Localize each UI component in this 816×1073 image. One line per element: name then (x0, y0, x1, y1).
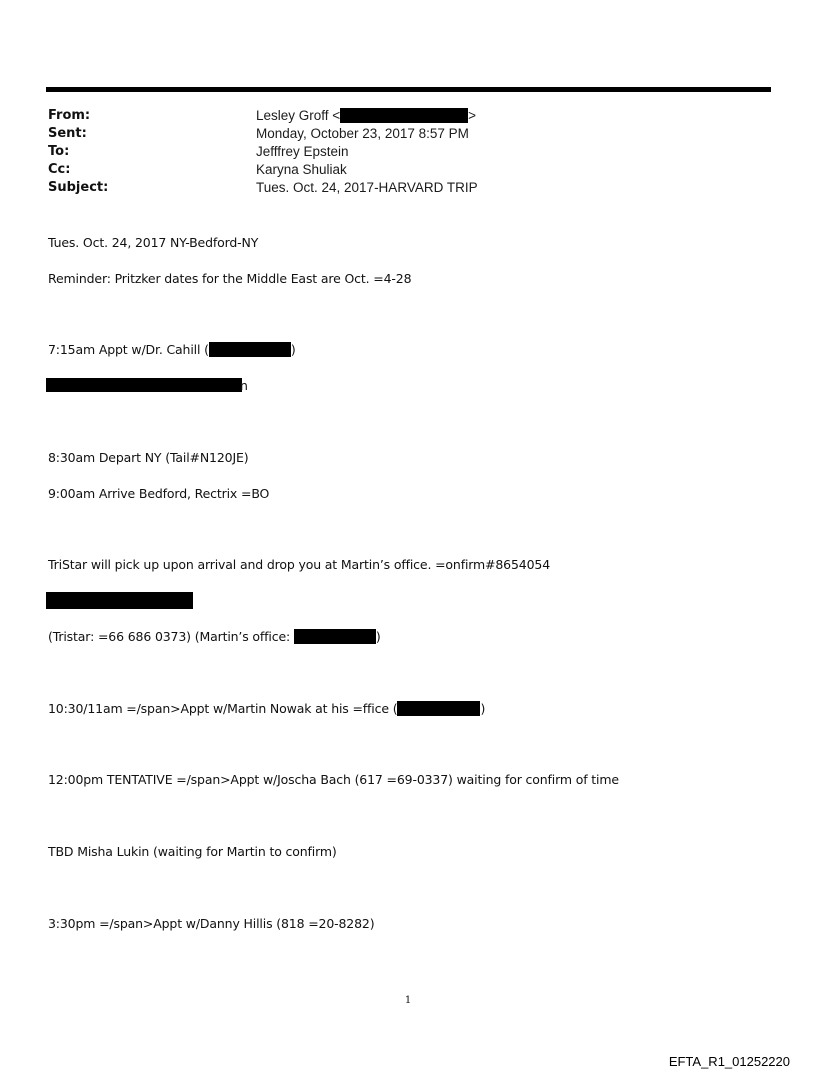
cc-value: Karyna Shuliak (256, 162, 347, 177)
redaction-block (340, 108, 468, 123)
body-arrive: 9:00am Arrive Bedford, Rectrix =BO (48, 486, 270, 501)
phones-text: (Tristar: =66 686 0373) (Martin’s office: (48, 629, 294, 644)
body-hillis: 3:30pm =/span>Appt w/Danny Hillis (818 =20-8282) (48, 916, 375, 931)
body-date-line: Tues. Oct. 24, 2017 NY-Bedford-NY (48, 235, 259, 250)
redaction-block (46, 592, 193, 609)
cahill-close: ) (290, 342, 296, 357)
from-name: Lesley Groff < (256, 108, 341, 123)
cahill-text: 7:15am Appt w/Dr. Cahill ( (48, 342, 209, 357)
body-reminder: Reminder: Pritzker dates for the Middle East are Oct. =4-28 (48, 271, 412, 286)
body-depart: 8:30am Depart NY (Tail#N120JE) (48, 450, 249, 465)
body-phones-line (48, 628, 381, 646)
from-label: From: (48, 108, 91, 123)
header-divider (46, 87, 771, 92)
redacted-line-tail: n (240, 378, 248, 393)
from-value (256, 107, 476, 125)
to-label: To: (48, 144, 70, 159)
cc-label: Cc: (48, 162, 71, 177)
body-bach: 12:00pm TENTATIVE =/span>Appt w/Joscha Bach (617 =69-0337) waiting for confirm of time (48, 772, 619, 787)
body-nowak-line (48, 700, 485, 718)
redaction-block (209, 342, 291, 357)
phones-close: ) (375, 629, 381, 644)
subject-label: Subject: (48, 180, 109, 195)
sent-label: Sent: (48, 126, 87, 141)
nowak-close: ) (480, 701, 486, 716)
from-close: > (468, 108, 477, 123)
nowak-text: 10:30/11am =/span>Appt w/Martin Nowak at his =ffice ( (48, 701, 398, 716)
sent-value: Monday, October 23, 2017 8:57 PM (256, 126, 469, 141)
subject-value: Tues. Oct. 24, 2017-HARVARD TRIP (256, 180, 478, 195)
body-lukin: TBD Misha Lukin (waiting for Martin to confirm) (48, 844, 337, 859)
body-cahill-line (48, 341, 296, 359)
redaction-block (294, 629, 376, 644)
document-id: EFTA_R1_01252220 (668, 1054, 790, 1069)
redaction-block (46, 378, 242, 392)
body-tristar: TriStar will pick up upon arrival and drop you at Martin’s office. =onfirm#8654054 (48, 557, 551, 572)
to-value: Jefffrey Epstein (256, 144, 349, 159)
redaction-block (397, 701, 480, 716)
page-number: 1 (404, 995, 412, 1006)
